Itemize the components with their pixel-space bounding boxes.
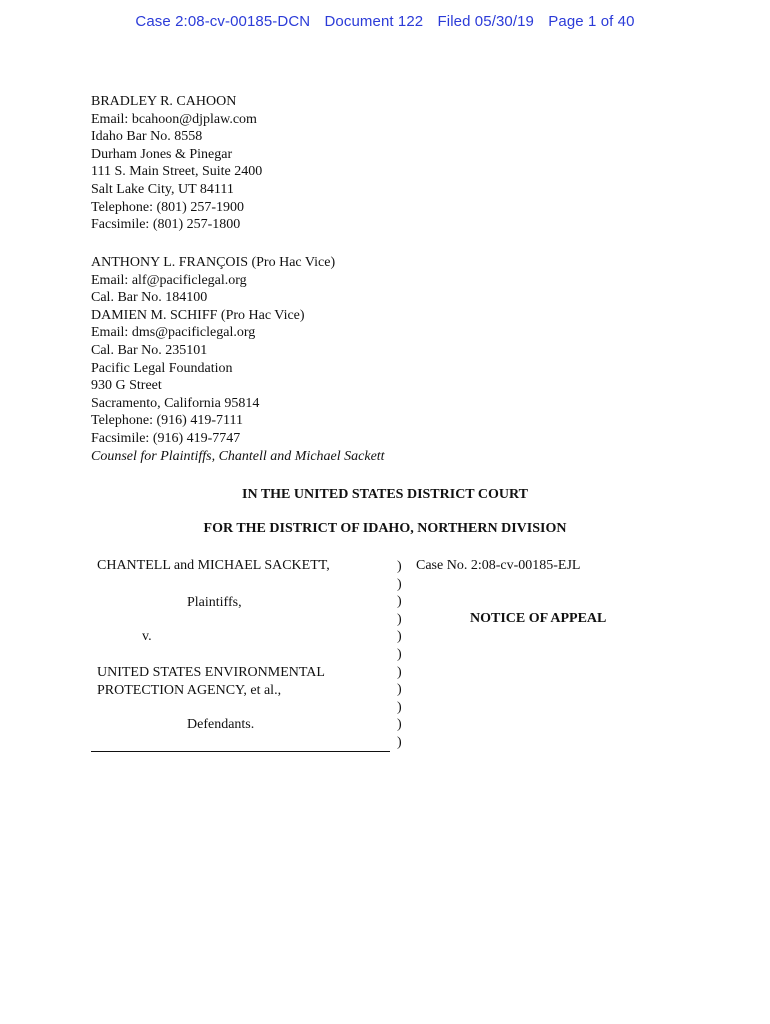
document-title: NOTICE OF APPEAL: [470, 611, 607, 626]
pacer-header: [0, 13, 770, 30]
caption-parenthesis-column: [397, 558, 402, 752]
header-document-number: Document 122: [324, 13, 424, 30]
attorney-line: Facsimile: (801) 257-1800: [91, 217, 241, 233]
plaintiffs-label: Plaintiffs,: [187, 595, 242, 610]
attorney-line: Salt Lake City, UT 84111: [91, 181, 234, 197]
attorney-line: Cal. Bar No. 184100: [91, 290, 208, 306]
attorney-block-cahoon: [91, 93, 262, 234]
header-filed-date: Filed 05/30/19: [437, 13, 534, 30]
attorney-line: Cal. Bar No. 235101: [91, 342, 208, 358]
attorney-line: Facsimile: (916) 419-7747: [91, 430, 241, 446]
caption-paren: ): [397, 717, 402, 733]
defendant-name-line2: PROTECTION AGENCY, et al.,: [97, 683, 282, 698]
caption-paren: ): [397, 682, 402, 698]
attorney-block-pacific-legal: [91, 254, 385, 465]
defendants-label: Defendants.: [187, 717, 255, 732]
attorney-line: BRADLEY R. CAHOON: [91, 94, 237, 109]
attorney-line: ANTHONY L. FRANÇOIS (Pro Hac Vice): [91, 255, 336, 270]
header-case-number: Case 2:08-cv-00185-DCN: [135, 13, 311, 30]
attorney-line: Durham Jones & Pinegar: [91, 146, 233, 162]
attorney-line: Telephone: (801) 257-1900: [91, 199, 244, 215]
versus-label: v.: [142, 629, 152, 644]
attorney-line: 111 S. Main Street, Suite 2400: [91, 164, 263, 180]
attorney-line: Email: dms@pacificlegal.org: [91, 325, 256, 341]
court-division: FOR THE DISTRICT OF IDAHO, NORTHERN DIVISION: [203, 521, 567, 536]
caption-paren: ): [397, 699, 402, 715]
attorney-line: Sacramento, California 95814: [91, 395, 260, 411]
counsel-line: Counsel for Plaintiffs, Chantell and Michael Sackett: [91, 448, 385, 464]
case-number: Case No. 2:08-cv-00185-EJL: [416, 558, 581, 573]
attorney-line: 930 G Street: [91, 378, 162, 394]
caption-paren: ): [397, 629, 402, 645]
attorney-line: Email: alf@pacificlegal.org: [91, 272, 247, 288]
attorney-line: Pacific Legal Foundation: [91, 360, 233, 376]
caption-paren: ): [397, 664, 402, 680]
court-title: IN THE UNITED STATES DISTRICT COURT: [242, 487, 528, 502]
caption-paren: ): [397, 559, 402, 574]
defendant-name-line1: UNITED STATES ENVIRONMENTAL: [97, 665, 325, 680]
attorney-line: Idaho Bar No. 8558: [91, 129, 203, 145]
attorney-line: Telephone: (916) 419-7111: [91, 413, 243, 429]
caption-paren: ): [397, 734, 402, 750]
caption-underline: [91, 751, 390, 752]
caption-paren: ): [397, 594, 402, 610]
caption-paren: ): [397, 646, 402, 662]
attorney-line: DAMIEN M. SCHIFF (Pro Hac Vice): [91, 307, 305, 323]
caption-paren: ): [397, 611, 402, 627]
attorney-line: Email: bcahoon@djplaw.com: [91, 111, 257, 127]
header-page-number: Page 1 of 40: [548, 13, 635, 30]
plaintiffs-name: CHANTELL and MICHAEL SACKETT,: [97, 558, 330, 573]
caption-paren: ): [397, 576, 402, 592]
